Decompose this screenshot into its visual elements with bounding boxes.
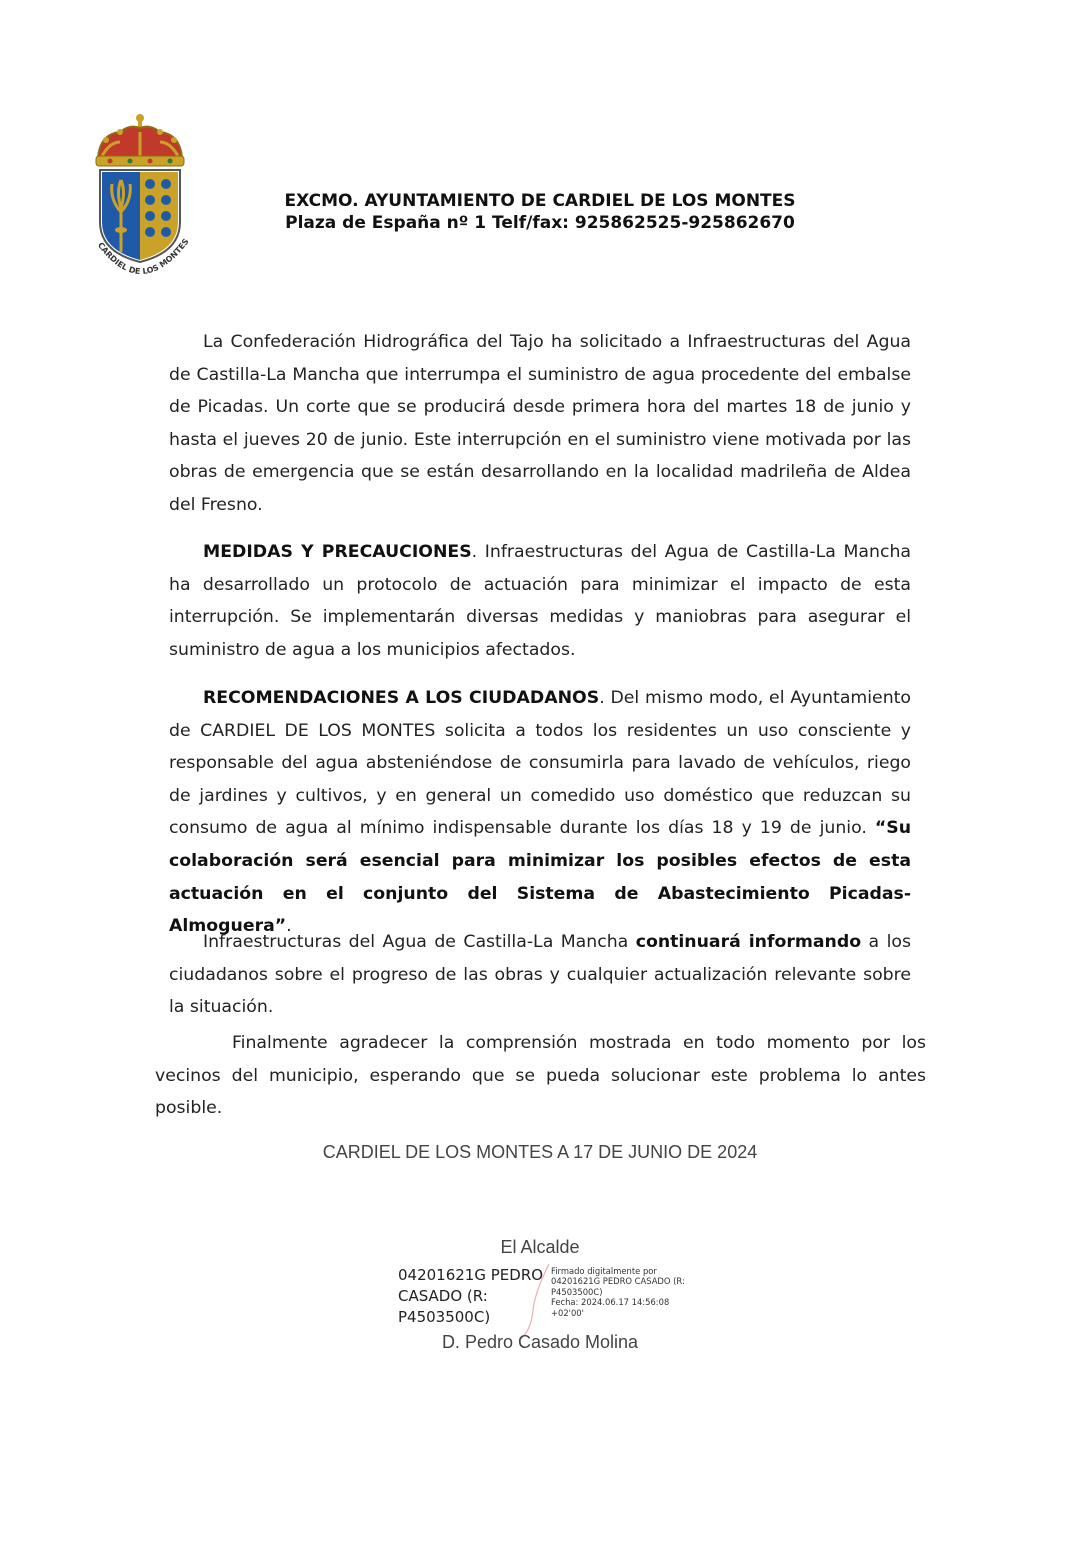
shield-icon xyxy=(100,170,180,262)
digital-signature-metadata xyxy=(551,1266,721,1318)
municipal-crest-logo xyxy=(80,112,200,288)
sig-meta-line: Firmado digitalmente por xyxy=(551,1266,657,1276)
paragraph-measures xyxy=(169,536,911,666)
letterhead-title: EXCMO. AYUNTAMIENTO DE CARDIEL DE LOS MONTES xyxy=(284,191,796,211)
signer-name: D. Pedro Casado Molina xyxy=(441,1332,639,1352)
letterhead xyxy=(218,190,862,234)
sig-meta-line: +02'00' xyxy=(551,1307,584,1318)
sig-name-line: P4503500C) xyxy=(398,1308,491,1326)
sig-name-line: CASADO (R: xyxy=(398,1287,488,1305)
place-date-line: CARDIEL DE LOS MONTES A 17 DE JUNIO DE 2024 xyxy=(322,1142,758,1162)
paragraph-closing: Finalmente agradecer la comprensión mostrada en todo momento por los vecinos del municipio, esperando que se pueda solucionar este problema lo antes posible. xyxy=(155,1033,926,1119)
recommendations-text: . Del mismo modo, el Ayuntamiento de CARDIEL DE LOS MONTES solicita a todos los residentes un uso consciente y responsable del agua absteniéndose de consumirla para lavado de vehículos, riego de jardines y cultivos, y en general un comedido uso doméstico que reduzcan su consumo de agua al mínimo indispensable durante los días 18 y 19 de junio. xyxy=(169,688,911,839)
sig-name-line: 04201621G PEDRO xyxy=(398,1266,544,1284)
recommendations-quote: “Su colaboración será esencial para minimizar los posibles efectos de esta actuación en el conjunto del Sistema de Abastecimiento Picadas- Almoguera” xyxy=(169,818,911,937)
recommendations-heading: RECOMENDACIONES A LOS CIUDADANOS xyxy=(203,688,600,708)
sig-meta-line: 04201621G PEDRO CASADO (R: xyxy=(551,1276,685,1287)
signature-role: El Alcalde xyxy=(500,1237,580,1257)
digital-signature-name xyxy=(398,1265,548,1328)
measures-heading: MEDIDAS Y PRECAUCIONES xyxy=(203,542,472,562)
letterhead-contact: Plaza de España nº 1 Telf/fax: 925862525-925862670 xyxy=(285,213,795,233)
measures-text: . Infraestructuras del Agua de Castilla-La Mancha ha desarrollado un protocolo de actuación para minimizar el impacto de esta interrupción. Se implementarán diversas medidas y maniobras para asegurar el suministro de agua a los municipios afectados. xyxy=(169,542,911,660)
crest-motto: CARDIEL DE LOS MONTES xyxy=(95,237,191,277)
sig-meta-line: Fecha: 2024.06.17 14:56:08 xyxy=(551,1297,670,1308)
crown-icon xyxy=(96,114,184,166)
paragraph-information xyxy=(169,926,911,1024)
recommendations-end: . xyxy=(286,916,292,937)
paragraph-recommendations xyxy=(169,682,911,943)
paragraph-intro: La Confederación Hidrográfica del Tajo ha solicitado a Infraestructuras del Agua de Castilla-La Mancha que interrumpa el suministro de agua procedente del embalse de Picadas. Un corte que se producirá desde primera hora del martes 18 de junio y hasta el jueves 20 de junio. Este interrupción en el suministro viene motivada por las obras de emergencia que se están desarrollando en la localidad madrileña de Aldea del Fresno. xyxy=(169,332,911,515)
information-text-b: a los ciudadanos sobre el progreso de las obras y cualquier actualización relevante sobre la situación. xyxy=(169,932,911,1018)
information-bold: continuará informando xyxy=(635,932,862,952)
information-text-a: Infraestructuras del Agua de Castilla-La Mancha xyxy=(203,932,636,952)
sig-meta-line: P4503500C) xyxy=(551,1286,603,1297)
